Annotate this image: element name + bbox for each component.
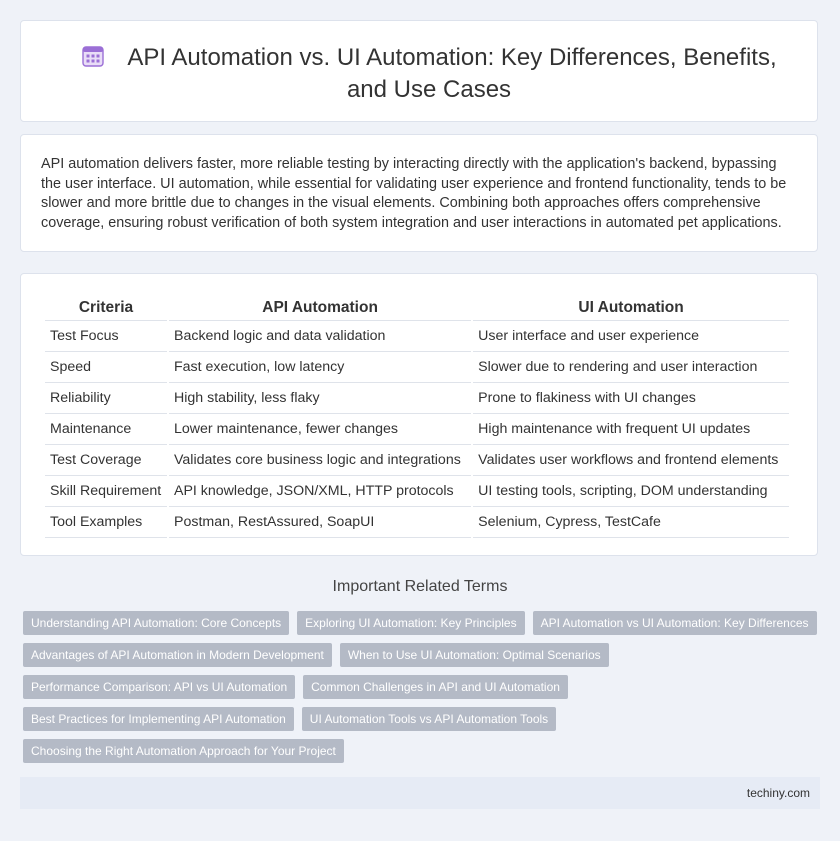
api-cell: High stability, less flaky	[169, 383, 471, 414]
related-tag[interactable]: When to Use UI Automation: Optimal Scenarios	[340, 643, 609, 667]
related-tag[interactable]: Understanding API Automation: Core Concepts	[23, 611, 289, 635]
ui-cell: Selenium, Cypress, TestCafe	[473, 507, 789, 538]
ui-cell: Slower due to rendering and user interaction	[473, 352, 789, 383]
related-tag[interactable]: Exploring UI Automation: Key Principles	[297, 611, 524, 635]
table-row	[45, 414, 789, 445]
ui-cell: Prone to flakiness with UI changes	[473, 383, 789, 414]
header-api-automation: API Automation	[169, 294, 471, 321]
title-card	[20, 20, 818, 122]
related-tag[interactable]: Best Practices for Implementing API Automation	[23, 707, 294, 731]
table-row	[45, 445, 789, 476]
related-tag[interactable]: API Automation vs UI Automation: Key Differences	[533, 611, 817, 635]
comparison-card	[20, 273, 818, 556]
tag-row	[23, 675, 576, 699]
table-row	[45, 507, 789, 538]
related-tag[interactable]: Common Challenges in API and UI Automation	[303, 675, 568, 699]
criteria-cell: Test Coverage	[45, 445, 167, 476]
ui-cell: Validates user workflows and frontend elements	[473, 445, 789, 476]
footer	[20, 777, 820, 809]
criteria-cell: Maintenance	[45, 414, 167, 445]
intro-card	[20, 134, 818, 252]
related-tag[interactable]: Performance Comparison: API vs UI Automation	[23, 675, 295, 699]
header-ui-automation: UI Automation	[473, 294, 789, 321]
header-criteria: Criteria	[45, 294, 167, 321]
api-cell: Postman, RestAssured, SoapUI	[169, 507, 471, 538]
tag-row	[23, 707, 564, 731]
tag-row	[23, 611, 825, 635]
table-row	[45, 383, 789, 414]
api-cell: Backend logic and data validation	[169, 321, 471, 352]
api-cell: Validates core business logic and integrations	[169, 445, 471, 476]
related-tag[interactable]: UI Automation Tools vs API Automation Tools	[302, 707, 556, 731]
criteria-cell: Speed	[45, 352, 167, 383]
page-title-block	[61, 43, 797, 104]
calendar-icon	[81, 44, 105, 75]
intro-paragraph: API automation delivers faster, more reliable testing by interacting directly with the application's backend, bypassing the user interface. UI automation, while essential for validating user experience and frontend functionality, tends to be slower and more brittle due to changes in the visual elements. Combining both approaches offers comprehensive coverage, ensuring robust verification of both system integration and user interactions in automated pet applications.	[41, 156, 787, 231]
related-tag[interactable]: Advantages of API Automation in Modern Development	[23, 643, 332, 667]
table-row	[45, 352, 789, 383]
related-terms-heading: Important Related Terms	[332, 578, 508, 595]
related-tag[interactable]: Choosing the Right Automation Approach for Your Project	[23, 739, 344, 763]
ui-cell: UI testing tools, scripting, DOM understanding	[473, 476, 789, 507]
api-cell: Lower maintenance, fewer changes	[169, 414, 471, 445]
criteria-cell: Test Focus	[45, 321, 167, 352]
criteria-cell: Reliability	[45, 383, 167, 414]
tag-row	[23, 739, 352, 763]
criteria-cell: Tool Examples	[45, 507, 167, 538]
ui-cell: High maintenance with frequent UI updates	[473, 414, 789, 445]
table-row	[45, 321, 789, 352]
page-title: API Automation vs. UI Automation: Key Differences, Benefits, and Use Cases	[127, 44, 777, 103]
table-header-row	[45, 294, 789, 321]
footer-site-link[interactable]: techiny.com	[746, 786, 810, 800]
comparison-table	[43, 294, 791, 538]
table-row	[45, 476, 789, 507]
criteria-cell: Skill Requirement	[45, 476, 167, 507]
api-cell: Fast execution, low latency	[169, 352, 471, 383]
tag-row	[23, 643, 617, 667]
api-cell: API knowledge, JSON/XML, HTTP protocols	[169, 476, 471, 507]
ui-cell: User interface and user experience	[473, 321, 789, 352]
